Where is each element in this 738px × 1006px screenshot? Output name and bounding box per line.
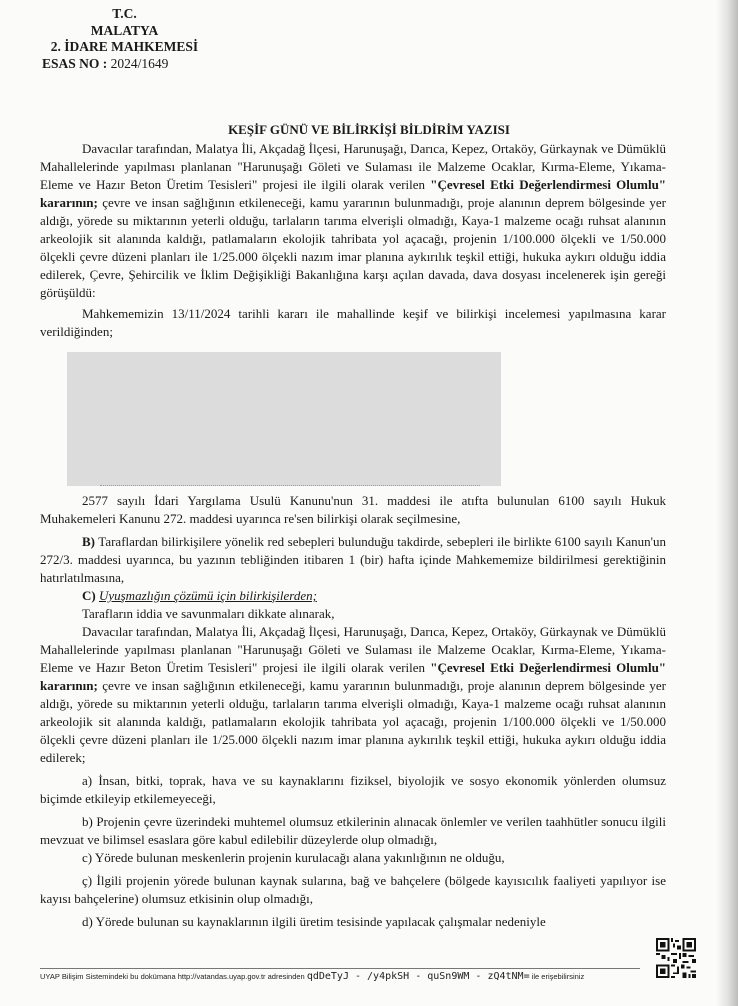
list-item-c: c) Yörede bulunan meskenlerin projenin kurulacağı alana yakınlığının ne olduğu, xyxy=(82,850,505,865)
header-court: 2. İDARE MAHKEMESİ xyxy=(50,39,199,54)
document-header xyxy=(42,6,207,72)
list-item-a: a) İnsan, bitki, toprak, hava ve su kaynaklarını fiziksel, biyolojik ve sosyo ekonomik yönlerden olumsuz biçimde etkileyip etkilemeyeceği, xyxy=(40,773,666,806)
p1-text-b: çevre ve insan sağlığının etkileneceği, kamu yararının bulunmadığı, proje alanının deprem bölgesinde yer aldığı, yörede su miktarının yeterli olduğu, tarlaların tarıma elverişli olmadığı, Kaya-1 malzeme ocağı ruhsat alanının arkeolojik sit alanında kaldığı, patlamaların ekolojik tahribata yol açacağı, projenin 1/100.000 ölçekli ve 1/50.000 ölçekli çevre düzeni planları ile 1/25.000 ölçekli nazım imar planına aykırılık teşkil ettiği, hukuka aykırı olduğu iddia edilerek, Çevre, Şehircilik ve İklim Değişikliği Bakanlığına karşı açılan davada, dava dosyası incelenerek işin gereği görüşüldü: xyxy=(40,195,666,300)
document-title: KEŞİF GÜNÜ VE BİLİRKİŞİ BİLDİRİM YAZISI xyxy=(228,122,510,137)
qr-code-icon xyxy=(656,938,696,978)
section-b-label: B) xyxy=(82,534,95,549)
page-edge-shadow xyxy=(716,0,738,1006)
paragraph-expert-selection: 2577 sayılı İdari Yargılama Usulü Kanunu'nun 31. maddesi ile atıfta bulunulan 6100 sayılı Hukuk Muhakemeleri Kanunu 272. maddesi uyarınca re'sen bilirkişi olarak seçilmesine, xyxy=(40,493,666,526)
p1-bold: "Çevresel Etki Değerlendirmesi Olumlu" kararının; xyxy=(40,177,667,210)
document-body-top xyxy=(40,140,666,341)
header-tc: T.C. xyxy=(112,6,137,21)
section-c-text: Uyuşmazlığın çözümü için bilirkişilerden; xyxy=(98,588,317,603)
list-item-cc: ç) İlgili projenin yörede bulunan kaynak sularına, bağ ve bahçelere (bölgede kayısıcılık faaliyeti yapılıyor ise kayısı bahçelerine) olumsuz etkisinin olup olmadığı, xyxy=(40,873,666,906)
list-item-d: d) Yörede bulunan su kaynaklarının ilgili üretim tesisinde yapılacak çalışmalar nedeniyle xyxy=(82,914,546,929)
footer-prefix: UYAP Bilişim Sistemindeki bu dokümana http://vatandas.uyap.gov.tr adresinden xyxy=(40,972,305,981)
section-c-label: C) xyxy=(82,588,96,603)
p7-bold: "Çevresel Etki Değerlendirmesi Olumlu" kararının; xyxy=(40,660,667,693)
p7-text-b: çevre ve insan sağlığının etkileneceği, kamu yararının bulunmadığı, proje alanının deprem bölgesinde yer aldığı, yörede su miktarının yeterli olduğu, tarlaların tarıma elverişli olmadığı, Kaya-1 malzeme ocağı ruhsat alanının arkeolojik sit alanında kaldığı, patlamaların ekolojik tahribata yol açacağı, projenin 1/100.000 ölçekli ve 1/50.000 ölçekli çevre düzeni planları ile 1/25.000 ölçekli nazım imar planına aykırılık teşkil ettiği, hukuka aykırı olduğu iddia edilerek; xyxy=(40,678,666,765)
redacted-residue xyxy=(100,485,480,489)
esas-label: ESAS NO : xyxy=(42,55,108,71)
esas-value: 2024/1649 xyxy=(110,55,169,71)
header-city: MALATYA xyxy=(90,22,159,38)
document-body-bottom xyxy=(40,492,666,931)
paragraph-case-summary xyxy=(40,140,666,302)
header-esas xyxy=(42,56,207,73)
footer-suffix: ile erişebilirsiniz xyxy=(531,972,585,981)
paragraph-decision: Mahkememizin 13/11/2024 tarihli kararı ile mahallinde keşif ve bilirkişi incelemesi yapılmasına karar verildiğinden; xyxy=(40,306,666,339)
list-item-b: b) Projenin çevre üzerindeki muhtemel olumsuz etkilerinin alınacak önlemler ve verilen taahhütler sonucu ilgili mevzuat ve bilimsel esaslara göre kabul edilebilir düzeylerde olup olmadığı, xyxy=(40,814,666,847)
footer-code: qdDeTyJ - /y4pkSH - quSn9WM - zQ4tNM= xyxy=(306,971,530,982)
p7-text-a: Davacılar tarafından, Malatya İli, Akçadağ İlçesi, Harunuşağı, Darıca, Kepez, Ortaköy, Gürkaynak ve Dümüklü Mahallelerinde yapılması planlanan "Harunuşağı Göleti ve Sulaması ile Malzeme Ocaklar, Kırma-Eleme, Yıkama-Eleme ve Hazır Beton Üretim Tesisleri" projesi ile ilgili olarak verilen xyxy=(40,624,666,675)
paragraph-case-summary-2 xyxy=(40,623,666,767)
section-b-text: Taraflardan bilirkişilere yönelik red sebepleri bulunduğu takdirde, sebepleri ile birlikte 6100 sayılı Kanun'un 272/3. maddesi uyarınca, bu yazının tebliğinden itibaren 1 (bir) hafta içinde Mahkememize bildirilmesi gerektiğinin hatırlatılmasına, xyxy=(40,534,666,585)
paragraph-b xyxy=(40,533,666,587)
paragraph-consider: Tarafların iddia ve savunmaları dikkate alınarak, xyxy=(82,606,335,621)
paragraph-c xyxy=(40,587,666,605)
footer-verification xyxy=(40,968,640,982)
p1-text-a: Davacılar tarafından, Malatya İli, Akçadağ İlçesi, Harunuşağı, Darıca, Kepez, Ortaköy, Gürkaynak ve Dümüklü Mahallelerinde yapılması planlanan "Harunuşağı Göleti ve Sulaması ile Malzeme Ocaklar, Kırma-Eleme, Yıkama-Eleme ve Hazır Beton Üretim Tesisleri" projesi ile ilgili olarak verilen xyxy=(40,141,666,192)
redacted-block xyxy=(67,352,501,486)
